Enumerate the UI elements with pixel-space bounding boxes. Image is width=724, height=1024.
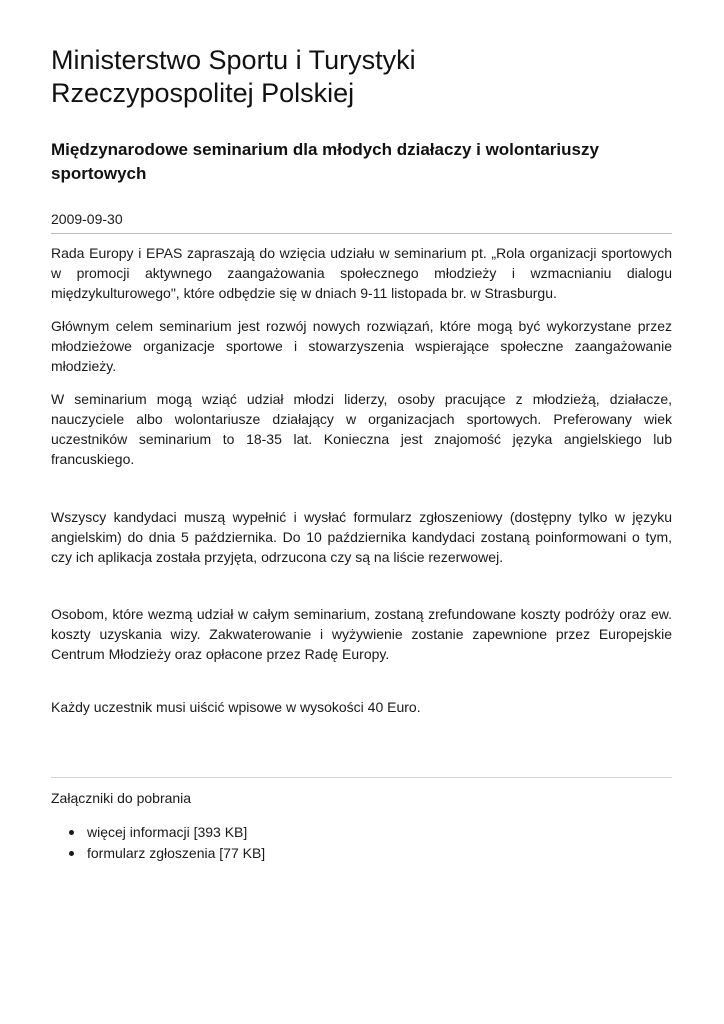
organization-title-line1: Ministerstwo Sportu i Turystyki xyxy=(51,45,416,75)
bullet-icon xyxy=(69,851,74,856)
document-page xyxy=(51,44,672,864)
attachment-link-application-form[interactable]: formularz zgłoszenia [77 KB] xyxy=(87,845,266,861)
publication-date: 2009-09-30 xyxy=(51,211,123,227)
header-divider xyxy=(51,233,672,234)
paragraph-intro: Rada Europy i EPAS zapraszają do wzięcia udziału w seminarium pt. „Rola organizacji sportowych w promocji aktywnego zaangażowania społecznego młodzieży i wzmacnianiu dialogu międzykulturowego", które odbędzie się w dniach 9-11 listopada br. w Strasburgu. xyxy=(51,245,672,301)
article-body xyxy=(51,243,672,717)
article-title: Międzynarodowe seminarium dla młodych działaczy i wolontariuszy sportowych xyxy=(51,140,599,183)
paragraph-fee: Każdy uczestnik musi uiścić wpisowe w wysokości 40 Euro. xyxy=(51,699,421,715)
attachment-item-application-form[interactable] xyxy=(69,843,672,864)
attachments-title: Załączniki do pobrania xyxy=(51,790,192,806)
attachment-link-more-info[interactable]: więcej informacji [393 KB] xyxy=(87,824,248,840)
attachments-divider xyxy=(51,777,672,778)
attachment-item-more-info[interactable] xyxy=(69,822,672,843)
organization-title xyxy=(51,44,672,110)
bullet-icon xyxy=(69,830,74,835)
paragraph-application: Wszyscy kandydaci muszą wypełnić i wysłać formularz zgłoszeniowy (dostępny tylko w języku angielskim) do dnia 5 października. Do 10 października kandydaci zostaną poinformowani o tym, czy ich aplikacja została przyjęta, odrzucona czy są na liście rezerwowej. xyxy=(51,509,672,565)
attachments-list xyxy=(51,822,672,864)
organization-title-line2: Rzeczypospolitej Polskiej xyxy=(51,78,355,108)
paragraph-costs: Osobom, które wezmą udział w całym seminarium, zostaną zrefundowane koszty podróży oraz ew. koszty uzyskania wizy. Zakwaterowanie i wyżywienie zostanie zapewnione przez Europejskie Centrum Młodzieży oraz opłacone przez Radę Europy. xyxy=(51,606,672,662)
paragraph-goal: Głównym celem seminarium jest rozwój nowych rozwiązań, które mogą być wykorzystane przez młodzieżowe organizacje sportowe i stowarzyszenia wspierające społeczne zaangażowanie młodzieży. xyxy=(51,318,672,374)
paragraph-participants: W seminarium mogą wziąć udział młodzi liderzy, osoby pracujące z młodzieżą, działacze, nauczyciele albo wolontariusze działający w organizacjach sportowych. Preferowany wiek uczestników seminarium to 18-35 lat. Konieczna jest znajomość języka angielskiego lub francuskiego. xyxy=(51,391,672,467)
